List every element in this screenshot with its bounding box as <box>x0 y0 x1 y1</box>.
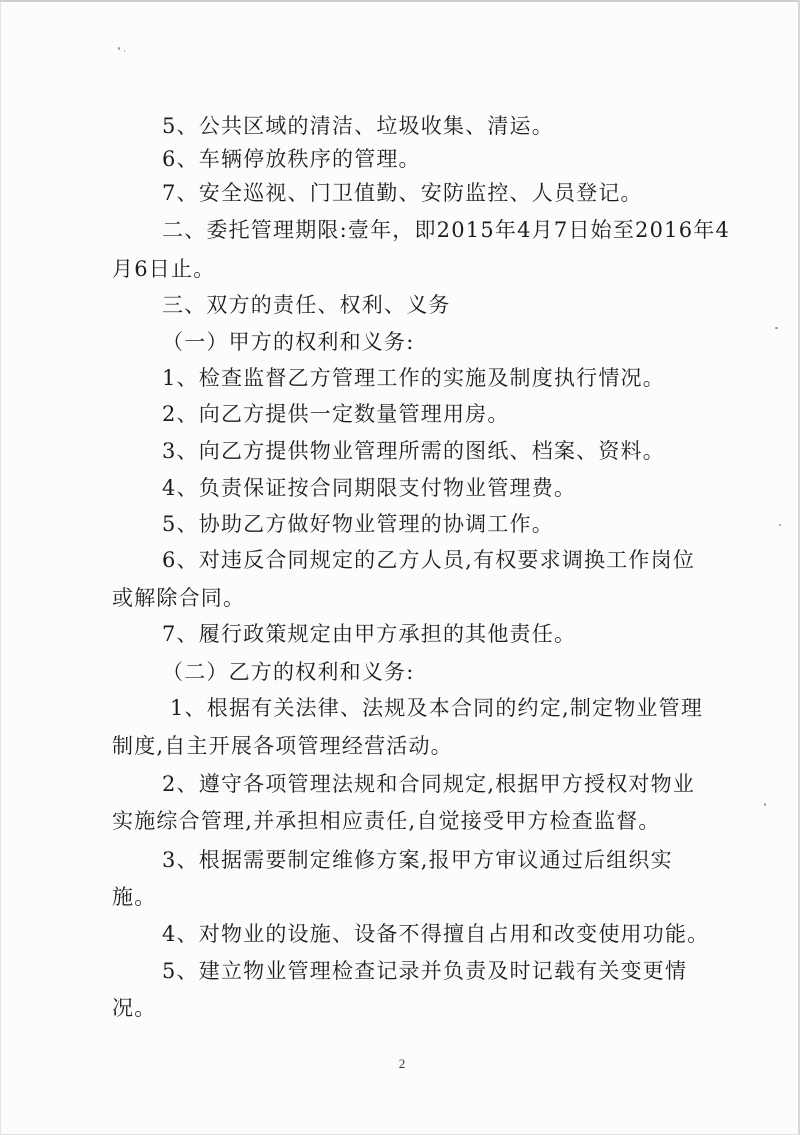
party-b-item-3-cont: 施。 <box>112 885 157 909</box>
scan-speck <box>124 50 125 52</box>
party-a-item-4: 4、负责保证按合同期限支付物业管理费。 <box>162 476 577 500</box>
section-2-management-term: 二、委托管理期限:壹年，即2015年4月7日始至2016年4 <box>162 218 731 242</box>
party-a-item-5: 5、协助乙方做好物业管理的协调工作。 <box>162 512 554 536</box>
scan-speck <box>764 803 766 806</box>
party-b-item-2: 2、遵守各项管理法规和合同规定,根据甲方授权对物业 <box>162 772 696 796</box>
subsection-party-a-heading: （一）甲方的权利和义务: <box>162 330 415 354</box>
scan-edge-top <box>0 0 800 2</box>
party-a-item-2: 2、向乙方提供一定数量管理用房。 <box>162 402 510 426</box>
section-3-heading: 三、双方的责任、权利、义务 <box>162 293 451 317</box>
party-a-item-1: 1、检查监督乙方管理工作的实施及制度执行情况。 <box>162 366 665 390</box>
section-2-management-term-cont: 月6日止。 <box>112 257 216 281</box>
party-b-item-3: 3、根据需要制定维修方案,报甲方审议通过后组织实 <box>162 848 673 872</box>
page-number: 2 <box>398 1056 406 1071</box>
party-b-item-4: 4、对物业的设施、设备不得擅自占用和改变使用功能。 <box>162 922 710 946</box>
party-a-item-7: 7、履行政策规定由甲方承担的其他责任。 <box>162 622 577 646</box>
scan-speck <box>118 47 120 50</box>
party-a-item-6-cont: 或解除合同。 <box>112 586 246 610</box>
scan-speck <box>779 524 781 526</box>
scan-speck <box>775 327 778 329</box>
party-b-item-5-cont: 况。 <box>112 996 157 1020</box>
item-7-security-patrol: 7、安全巡视、门卫值勤、安防监控、人员登记。 <box>162 181 643 205</box>
party-a-item-6: 6、对违反合同规定的乙方人员,有权要求调换工作岗位 <box>162 548 696 572</box>
item-5-public-area-cleaning: 5、公共区域的清洁、垃圾收集、清运。 <box>162 114 554 138</box>
party-b-item-2-cont: 实施综合管理,并承担相应责任,自觉接受甲方检查监督。 <box>112 809 661 833</box>
item-6-vehicle-parking: 6、车辆停放秩序的管理。 <box>162 147 421 171</box>
party-a-item-3: 3、向乙方提供物业管理所需的图纸、档案、资料。 <box>162 439 665 463</box>
party-b-item-5: 5、建立物业管理检查记录并负责及时记载有关变更情 <box>162 959 688 983</box>
party-b-item-1-cont: 制度,自主开展各项管理经营活动。 <box>112 734 453 758</box>
party-b-item-1: 1、根据有关法律、法规及本合同的约定,制定物业管理 <box>170 696 704 720</box>
subsection-party-b-heading: （二）乙方的权利和义务: <box>162 660 415 684</box>
